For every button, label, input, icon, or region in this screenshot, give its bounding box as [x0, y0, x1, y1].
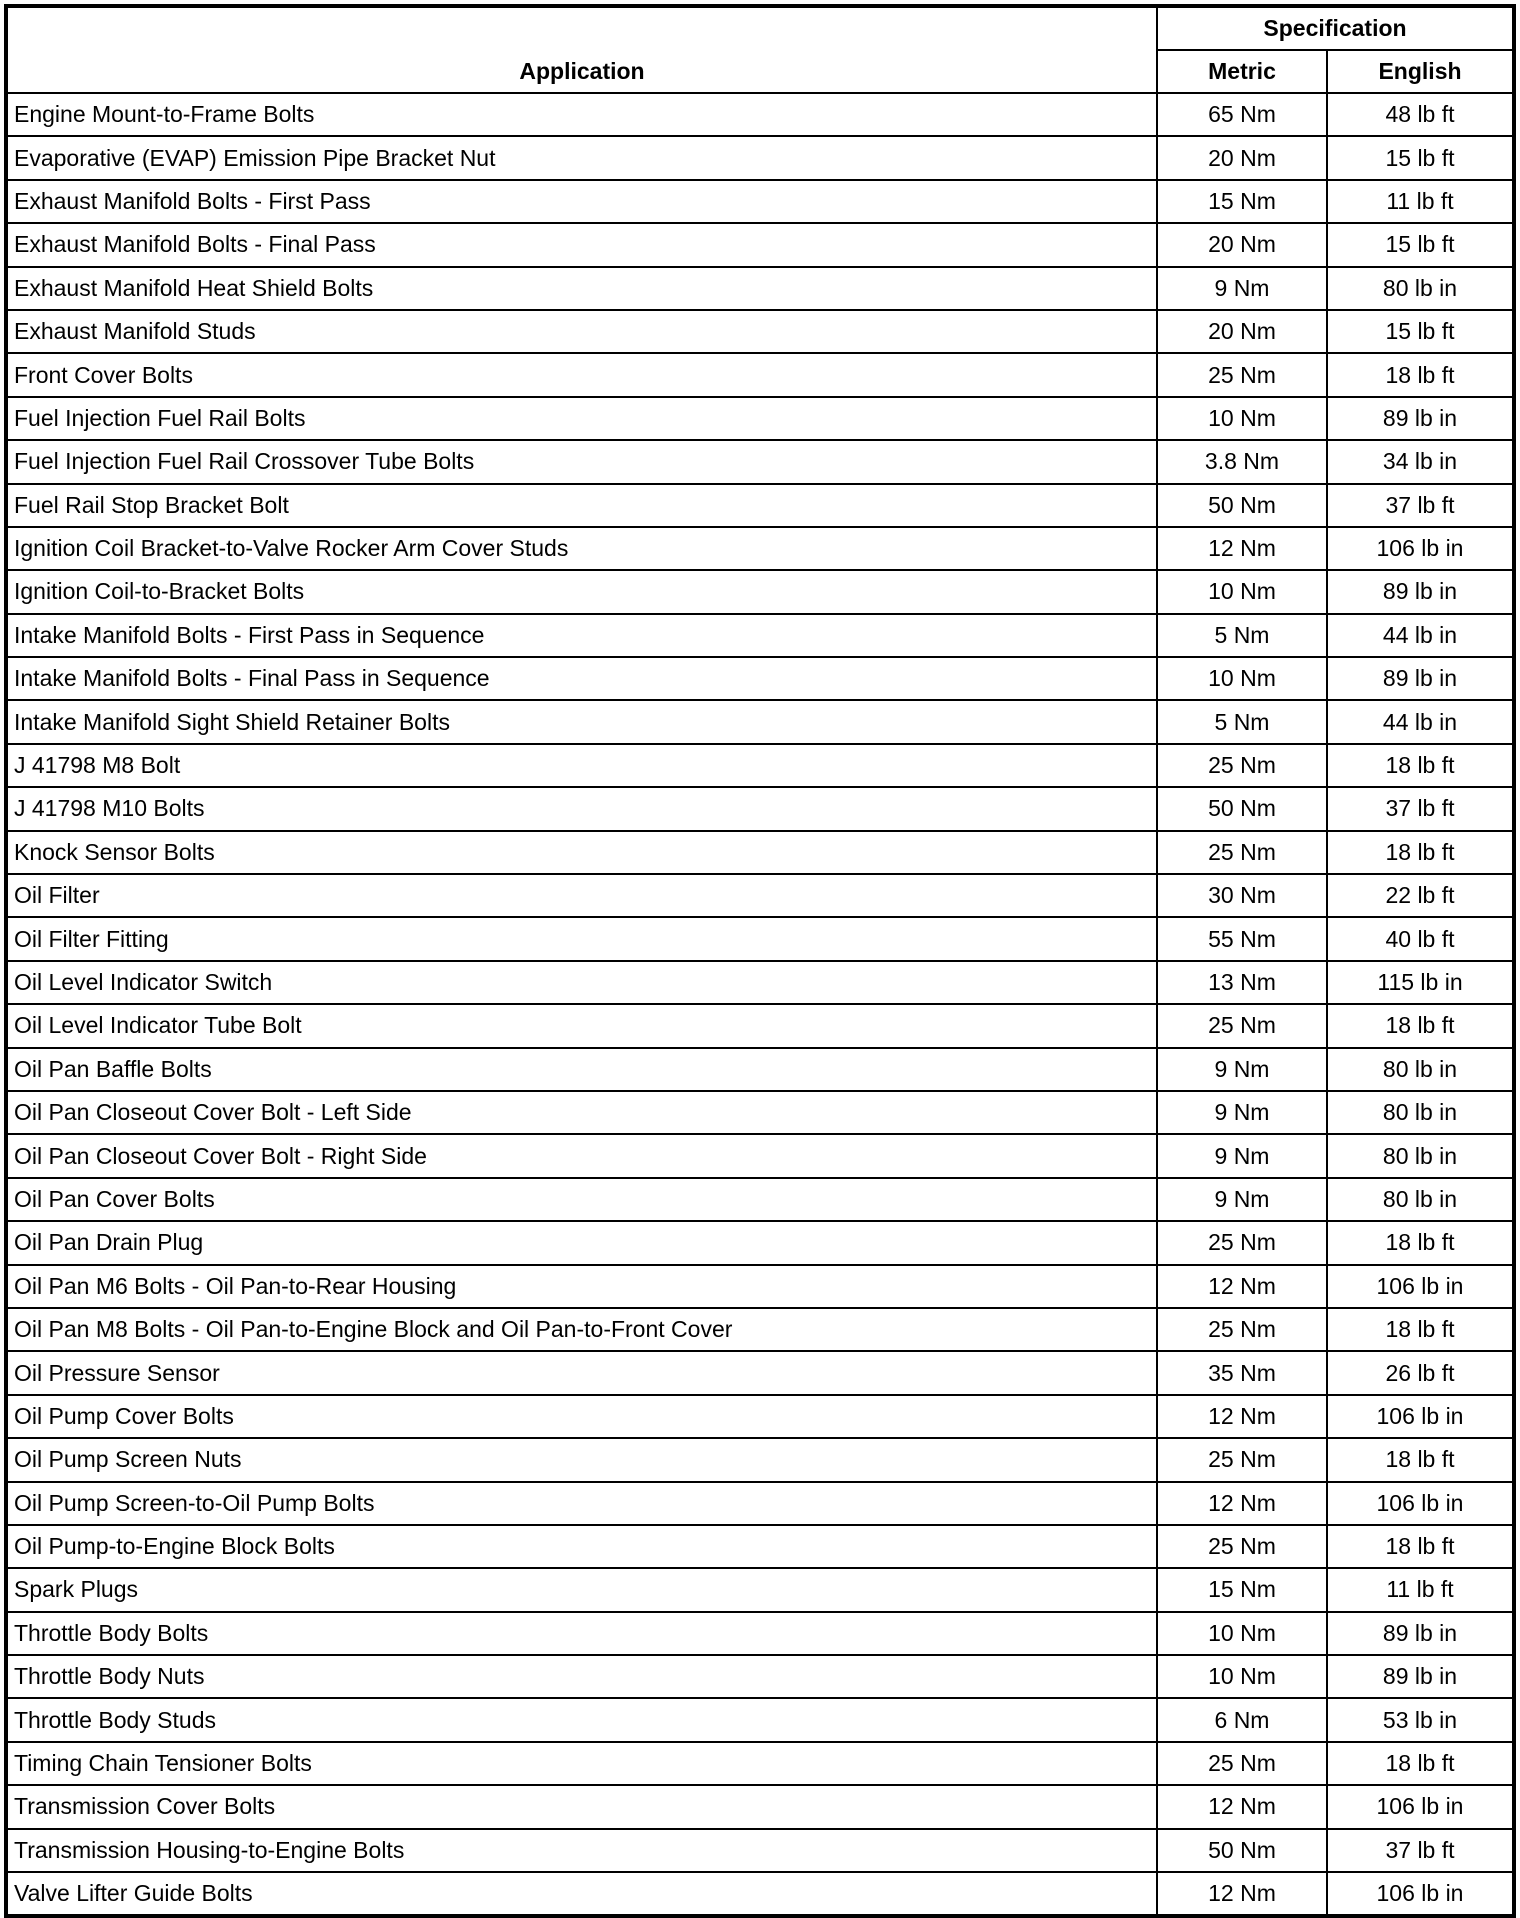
- application-cell: Ignition Coil Bracket-to-Valve Rocker Arm Cover Studs: [6, 527, 1157, 570]
- metric-cell: 6 Nm: [1157, 1698, 1327, 1741]
- metric-cell: 13 Nm: [1157, 961, 1327, 1004]
- table-row: [6, 397, 1514, 440]
- metric-cell: 15 Nm: [1157, 1568, 1327, 1611]
- metric-cell: 25 Nm: [1157, 1525, 1327, 1568]
- english-cell: 15 lb ft: [1327, 136, 1514, 179]
- english-cell: 48 lb ft: [1327, 93, 1514, 136]
- english-cell: 89 lb in: [1327, 570, 1514, 613]
- header-english: English: [1327, 50, 1514, 93]
- metric-cell: 5 Nm: [1157, 614, 1327, 657]
- application-cell: Valve Lifter Guide Bolts: [6, 1872, 1157, 1916]
- application-cell: Exhaust Manifold Studs: [6, 310, 1157, 353]
- application-cell: Oil Filter: [6, 874, 1157, 917]
- english-cell: 11 lb ft: [1327, 1568, 1514, 1611]
- metric-cell: 15 Nm: [1157, 180, 1327, 223]
- table-row: [6, 1655, 1514, 1698]
- table-row: [6, 570, 1514, 613]
- english-cell: 106 lb in: [1327, 1872, 1514, 1916]
- metric-cell: 25 Nm: [1157, 744, 1327, 787]
- metric-cell: 10 Nm: [1157, 657, 1327, 700]
- english-cell: 80 lb in: [1327, 1091, 1514, 1134]
- metric-cell: 65 Nm: [1157, 93, 1327, 136]
- english-cell: 80 lb in: [1327, 1178, 1514, 1221]
- metric-cell: 12 Nm: [1157, 1872, 1327, 1916]
- metric-cell: 20 Nm: [1157, 310, 1327, 353]
- application-cell: Oil Pan M8 Bolts - Oil Pan-to-Engine Block and Oil Pan-to-Front Cover: [6, 1308, 1157, 1351]
- table-row: [6, 1829, 1514, 1872]
- english-cell: 18 lb ft: [1327, 831, 1514, 874]
- metric-cell: 12 Nm: [1157, 1265, 1327, 1308]
- metric-cell: 25 Nm: [1157, 831, 1327, 874]
- metric-cell: 3.8 Nm: [1157, 440, 1327, 483]
- application-cell: Oil Level Indicator Tube Bolt: [6, 1004, 1157, 1047]
- metric-cell: 50 Nm: [1157, 484, 1327, 527]
- application-cell: Intake Manifold Bolts - First Pass in Sequence: [6, 614, 1157, 657]
- table-row: [6, 787, 1514, 830]
- english-cell: 89 lb in: [1327, 1655, 1514, 1698]
- application-cell: Exhaust Manifold Heat Shield Bolts: [6, 267, 1157, 310]
- table-row: [6, 1872, 1514, 1916]
- english-cell: 15 lb ft: [1327, 310, 1514, 353]
- english-cell: 44 lb in: [1327, 700, 1514, 743]
- metric-cell: 12 Nm: [1157, 1395, 1327, 1438]
- english-cell: 89 lb in: [1327, 397, 1514, 440]
- english-cell: 53 lb in: [1327, 1698, 1514, 1741]
- english-cell: 11 lb ft: [1327, 180, 1514, 223]
- table-row: [6, 267, 1514, 310]
- table-row: [6, 1004, 1514, 1047]
- application-cell: Fuel Injection Fuel Rail Crossover Tube Bolts: [6, 440, 1157, 483]
- application-cell: Engine Mount-to-Frame Bolts: [6, 93, 1157, 136]
- application-cell: Intake Manifold Sight Shield Retainer Bolts: [6, 700, 1157, 743]
- application-cell: Oil Pump Screen Nuts: [6, 1438, 1157, 1481]
- english-cell: 80 lb in: [1327, 1048, 1514, 1091]
- application-cell: Timing Chain Tensioner Bolts: [6, 1742, 1157, 1785]
- english-cell: 18 lb ft: [1327, 1438, 1514, 1481]
- table-row: [6, 310, 1514, 353]
- english-cell: 106 lb in: [1327, 1265, 1514, 1308]
- application-cell: Exhaust Manifold Bolts - Final Pass: [6, 223, 1157, 266]
- metric-cell: 25 Nm: [1157, 1221, 1327, 1264]
- application-cell: Transmission Housing-to-Engine Bolts: [6, 1829, 1157, 1872]
- metric-cell: 10 Nm: [1157, 570, 1327, 613]
- application-cell: Exhaust Manifold Bolts - First Pass: [6, 180, 1157, 223]
- application-cell: Throttle Body Bolts: [6, 1612, 1157, 1655]
- english-cell: 89 lb in: [1327, 1612, 1514, 1655]
- table-row: [6, 1438, 1514, 1481]
- metric-cell: 25 Nm: [1157, 1742, 1327, 1785]
- table-row: [6, 614, 1514, 657]
- english-cell: 106 lb in: [1327, 1482, 1514, 1525]
- english-cell: 37 lb ft: [1327, 787, 1514, 830]
- metric-cell: 50 Nm: [1157, 787, 1327, 830]
- application-cell: Spark Plugs: [6, 1568, 1157, 1611]
- table-row: [6, 440, 1514, 483]
- metric-cell: 55 Nm: [1157, 917, 1327, 960]
- english-cell: 37 lb ft: [1327, 484, 1514, 527]
- english-cell: 80 lb in: [1327, 1134, 1514, 1177]
- application-cell: Intake Manifold Bolts - Final Pass in Sequence: [6, 657, 1157, 700]
- application-cell: Throttle Body Nuts: [6, 1655, 1157, 1698]
- table-row: [6, 1134, 1514, 1177]
- application-cell: Oil Pan Cover Bolts: [6, 1178, 1157, 1221]
- metric-cell: 30 Nm: [1157, 874, 1327, 917]
- metric-cell: 10 Nm: [1157, 1612, 1327, 1655]
- table-row: [6, 1048, 1514, 1091]
- application-cell: Oil Pan Drain Plug: [6, 1221, 1157, 1264]
- metric-cell: 10 Nm: [1157, 1655, 1327, 1698]
- english-cell: 89 lb in: [1327, 657, 1514, 700]
- table-row: [6, 1482, 1514, 1525]
- application-cell: J 41798 M10 Bolts: [6, 787, 1157, 830]
- english-cell: 37 lb ft: [1327, 1829, 1514, 1872]
- metric-cell: 12 Nm: [1157, 1482, 1327, 1525]
- english-cell: 26 lb ft: [1327, 1351, 1514, 1394]
- metric-cell: 25 Nm: [1157, 1004, 1327, 1047]
- table-row: [6, 700, 1514, 743]
- english-cell: 18 lb ft: [1327, 744, 1514, 787]
- metric-cell: 5 Nm: [1157, 700, 1327, 743]
- metric-cell: 20 Nm: [1157, 223, 1327, 266]
- english-cell: 18 lb ft: [1327, 1308, 1514, 1351]
- english-cell: 18 lb ft: [1327, 1221, 1514, 1264]
- application-cell: Oil Filter Fitting: [6, 917, 1157, 960]
- table-row: [6, 1612, 1514, 1655]
- application-cell: Knock Sensor Bolts: [6, 831, 1157, 874]
- english-cell: 34 lb in: [1327, 440, 1514, 483]
- application-cell: Transmission Cover Bolts: [6, 1785, 1157, 1828]
- metric-cell: 9 Nm: [1157, 1178, 1327, 1221]
- table-row: [6, 874, 1514, 917]
- header-specification: Specification: [1157, 6, 1514, 50]
- table-row: [6, 831, 1514, 874]
- table-row: [6, 1091, 1514, 1134]
- english-cell: 18 lb ft: [1327, 1525, 1514, 1568]
- table-row: [6, 1525, 1514, 1568]
- metric-cell: 25 Nm: [1157, 353, 1327, 396]
- table-row: [6, 484, 1514, 527]
- table-row: [6, 1221, 1514, 1264]
- table-row: [6, 744, 1514, 787]
- english-cell: 15 lb ft: [1327, 223, 1514, 266]
- table-row: [6, 136, 1514, 179]
- metric-cell: 9 Nm: [1157, 267, 1327, 310]
- header-application: Application: [6, 6, 1157, 93]
- english-cell: 40 lb ft: [1327, 917, 1514, 960]
- application-cell: Front Cover Bolts: [6, 353, 1157, 396]
- english-cell: 22 lb ft: [1327, 874, 1514, 917]
- table-row: [6, 1178, 1514, 1221]
- metric-cell: 50 Nm: [1157, 1829, 1327, 1872]
- application-cell: Throttle Body Studs: [6, 1698, 1157, 1741]
- table-row: [6, 1568, 1514, 1611]
- torque-specification-table: [4, 4, 1516, 1918]
- table-row: [6, 1395, 1514, 1438]
- english-cell: 18 lb ft: [1327, 1742, 1514, 1785]
- application-cell: J 41798 M8 Bolt: [6, 744, 1157, 787]
- application-cell: Oil Pan Baffle Bolts: [6, 1048, 1157, 1091]
- metric-cell: 9 Nm: [1157, 1048, 1327, 1091]
- application-cell: Oil Pump-to-Engine Block Bolts: [6, 1525, 1157, 1568]
- table-row: [6, 1265, 1514, 1308]
- application-cell: Oil Pressure Sensor: [6, 1351, 1157, 1394]
- table-row: [6, 1308, 1514, 1351]
- english-cell: 44 lb in: [1327, 614, 1514, 657]
- english-cell: 18 lb ft: [1327, 353, 1514, 396]
- metric-cell: 10 Nm: [1157, 397, 1327, 440]
- metric-cell: 9 Nm: [1157, 1091, 1327, 1134]
- metric-cell: 35 Nm: [1157, 1351, 1327, 1394]
- application-cell: Oil Pump Screen-to-Oil Pump Bolts: [6, 1482, 1157, 1525]
- table-row: [6, 180, 1514, 223]
- english-cell: 106 lb in: [1327, 1785, 1514, 1828]
- table-row: [6, 1742, 1514, 1785]
- table-row: [6, 961, 1514, 1004]
- english-cell: 80 lb in: [1327, 267, 1514, 310]
- table-row: [6, 657, 1514, 700]
- table-row: [6, 353, 1514, 396]
- metric-cell: 12 Nm: [1157, 527, 1327, 570]
- english-cell: 115 lb in: [1327, 961, 1514, 1004]
- application-cell: Fuel Injection Fuel Rail Bolts: [6, 397, 1157, 440]
- application-cell: Fuel Rail Stop Bracket Bolt: [6, 484, 1157, 527]
- application-cell: Evaporative (EVAP) Emission Pipe Bracket Nut: [6, 136, 1157, 179]
- english-cell: 106 lb in: [1327, 527, 1514, 570]
- table-row: [6, 223, 1514, 266]
- table-row: [6, 1351, 1514, 1394]
- table-row: [6, 1785, 1514, 1828]
- application-cell: Oil Pan Closeout Cover Bolt - Right Side: [6, 1134, 1157, 1177]
- application-cell: Ignition Coil-to-Bracket Bolts: [6, 570, 1157, 613]
- table-row: [6, 527, 1514, 570]
- english-cell: 106 lb in: [1327, 1395, 1514, 1438]
- application-cell: Oil Level Indicator Switch: [6, 961, 1157, 1004]
- metric-cell: 12 Nm: [1157, 1785, 1327, 1828]
- header-metric: Metric: [1157, 50, 1327, 93]
- table-row: [6, 93, 1514, 136]
- metric-cell: 25 Nm: [1157, 1308, 1327, 1351]
- metric-cell: 25 Nm: [1157, 1438, 1327, 1481]
- table-row: [6, 917, 1514, 960]
- english-cell: 18 lb ft: [1327, 1004, 1514, 1047]
- metric-cell: 9 Nm: [1157, 1134, 1327, 1177]
- metric-cell: 20 Nm: [1157, 136, 1327, 179]
- application-cell: Oil Pan Closeout Cover Bolt - Left Side: [6, 1091, 1157, 1134]
- application-cell: Oil Pump Cover Bolts: [6, 1395, 1157, 1438]
- table-row: [6, 1698, 1514, 1741]
- application-cell: Oil Pan M6 Bolts - Oil Pan-to-Rear Housing: [6, 1265, 1157, 1308]
